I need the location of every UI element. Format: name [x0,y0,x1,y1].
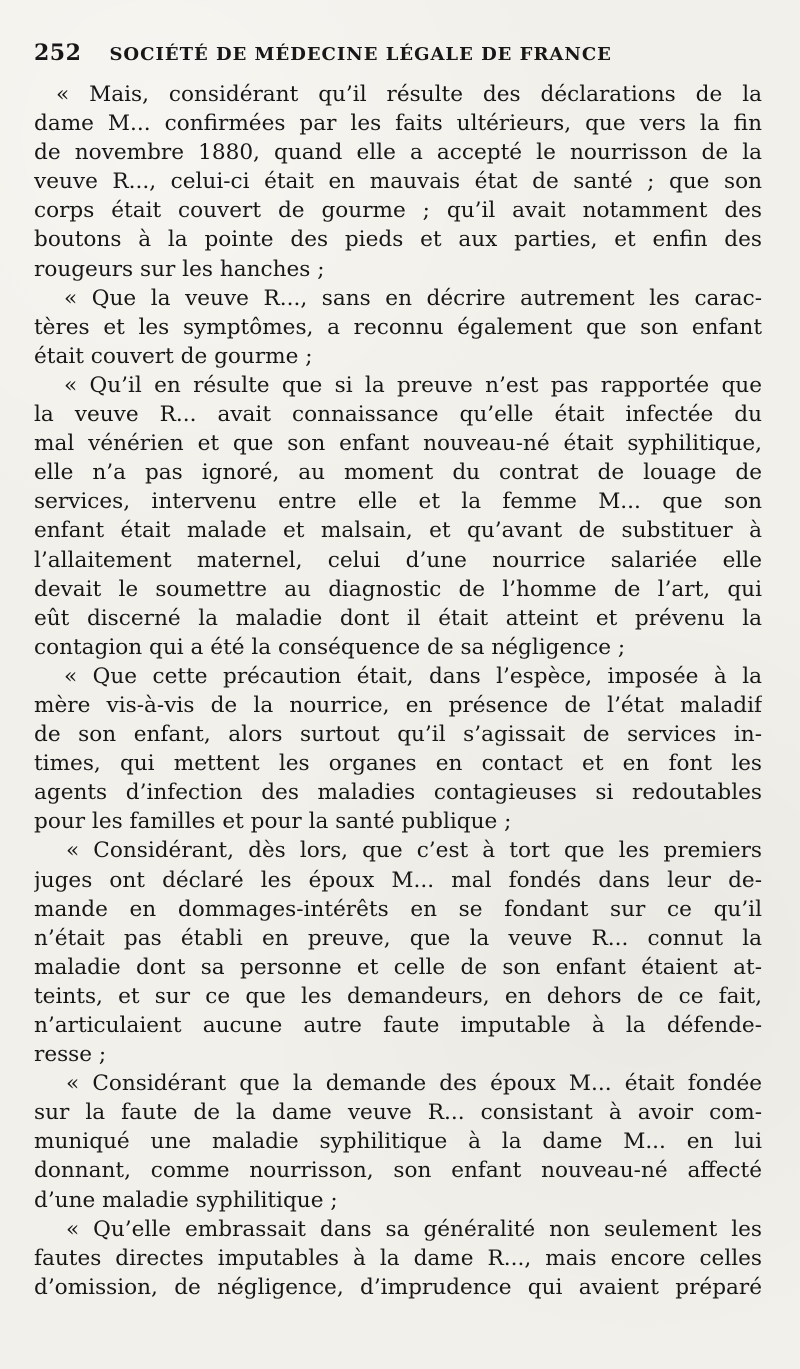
text-line: « Que la veuve R..., sans en décrire autrement les carac- [64,285,762,311]
text-line: services, intervenu entre elle et la femme M... que son [34,489,762,515]
text-line: mère vis-à-vis de la nourrice, en présence de l’état maladif [34,692,762,718]
page-header [34,40,760,66]
text-line: tères et les symptômes, a reconnu également que son enfant [34,314,762,340]
text-line: n’était pas établi en preuve, que la veuve R... connut la [34,925,762,951]
text-line: agents d’infection des maladies contagieuses si redoutables [34,780,762,806]
text-line: juges ont déclaré les époux M... mal fondés dans leur de- [34,867,762,893]
text-line: rougeurs sur les hanches ; [34,256,325,282]
text-line: de novembre 1880, quand elle a accepté le nourrisson de la [34,140,762,166]
text-line: « Considérant que la demande des époux M... était fondée [66,1071,762,1097]
text-line: « Considérant, dès lors, que c’est à tort que les premiers [66,838,762,864]
text-line: « Qu’il en résulte que si la preuve n’est pas rapportée que [64,372,762,398]
text-line: contagion qui a été la conséquence de sa négligence ; [34,634,626,660]
text-line: devait le soumettre au diagnostic de l’homme de l’art, qui [34,576,762,602]
text-line: mande en dommages-intérêts en se fondant sur ce qu’il [34,896,762,922]
text-line: resse ; [34,1042,107,1068]
text-line: dame M... confirmées par les faits ultérieurs, que vers la fin [34,111,762,137]
document-body [34,80,762,1302]
text-line: elle n’a pas ignoré, au moment du contrat de louage de [34,460,762,486]
text-line: times, qui mettent les organes en contact et en font les [34,751,762,777]
text-line: mal vénérien et que son enfant nouveau-né était syphilitique, [34,431,762,457]
text-line: enfant était malade et malsain, et qu’avant de substituer à [34,518,762,544]
text-line: veuve R..., celui-ci était en mauvais état de santé ; que son [34,169,762,195]
text-line: « Que cette précaution était, dans l’espèce, imposée à la [64,663,762,689]
text-line: eût discerné la maladie dont il était atteint et prévenu la [34,605,762,631]
page-number: 252 [34,40,82,66]
text-line: muniqué une maladie syphilitique à la dame M... en lui [34,1129,762,1155]
text-line: donnant, comme nourrisson, son enfant nouveau-né affecté [34,1158,762,1184]
text-line: d’omission, de négligence, d’imprudence qui avaient préparé [34,1274,762,1300]
text-line: était couvert de gourme ; [34,343,313,369]
text-line: n’articulaient aucune autre faute imputable à la défende- [34,1013,762,1038]
text-line: d’une maladie syphilitique ; [34,1187,338,1213]
text-line: sur la faute de la dame veuve R... consistant à avoir com- [34,1100,762,1126]
text-line: « Mais, considérant qu’il résulte des déclarations de la [56,82,762,107]
text-line: corps était couvert de gourme ; qu’il avait notamment des [34,198,762,224]
text-line: la veuve R... avait connaissance qu’elle était infectée du [34,402,762,428]
text-line: pour les familles et pour la santé publique ; [34,809,512,835]
text-line: boutons à la pointe des pieds et aux parties, et enfin des [34,227,762,253]
text-line: de son enfant, alors surtout qu’il s’agissait de services in- [34,722,762,748]
text-line: teints, et sur ce que les demandeurs, en dehors de ce fait, [34,983,762,1009]
running-head: SOCIÉTÉ DE MÉDECINE LÉGALE DE FRANCE [109,44,612,65]
text-line: fautes directes imputables à la dame R..., mais encore celles [34,1245,762,1271]
text-line: « Qu’elle embrassait dans sa généralité non seulement les [66,1216,762,1242]
text-line: l’allaitement maternel, celui d’une nourrice salariée elle [34,547,762,573]
text-line: maladie dont sa personne et celle de son enfant étaient at- [34,954,762,980]
